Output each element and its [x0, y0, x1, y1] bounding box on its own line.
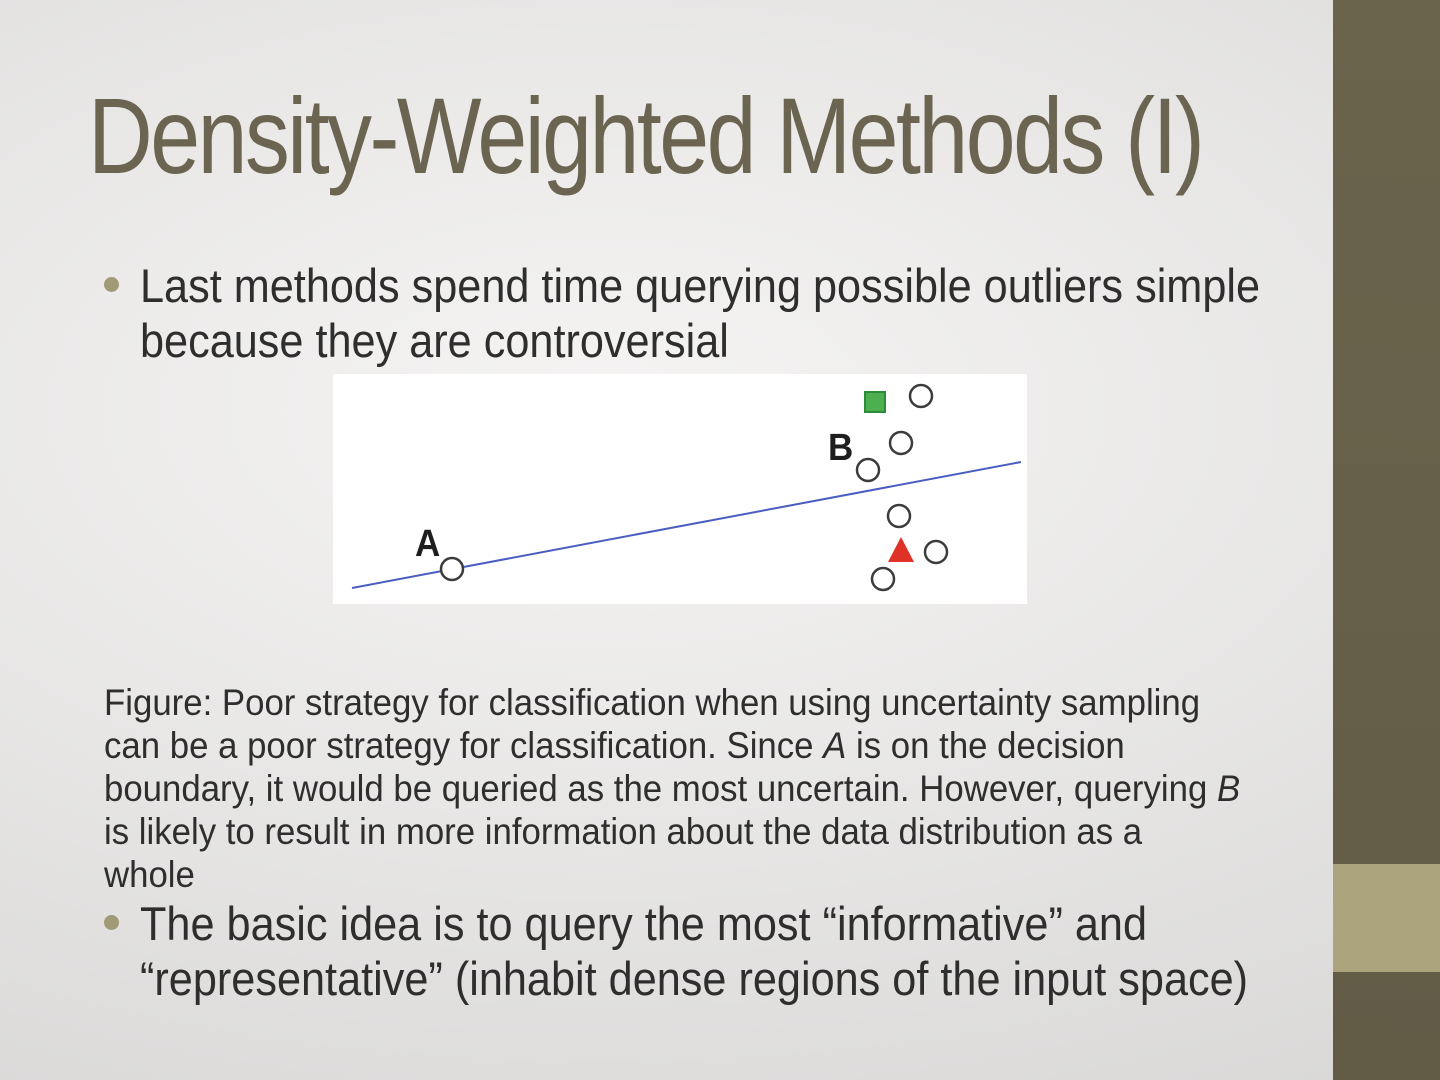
caption-segment: whole	[104, 854, 195, 895]
unlabeled-point	[888, 505, 910, 527]
unlabeled-point	[857, 459, 879, 481]
caption-segment: is on the decision	[846, 725, 1125, 766]
bullet-icon	[104, 915, 119, 930]
green-square-point	[865, 392, 885, 412]
bullet-item-2	[104, 896, 1344, 1006]
unlabeled-point	[890, 432, 912, 454]
caption-segment: can be a poor strategy for classification. Since	[104, 725, 824, 766]
bullet-line: Last methods spend time querying possible outliers simple	[140, 259, 1261, 312]
sidebar-decoration	[1333, 0, 1440, 1080]
caption-line	[104, 681, 1240, 724]
caption-line	[104, 724, 1240, 767]
unlabeled-point	[872, 568, 894, 590]
sidebar-accent-band	[1333, 864, 1440, 972]
bullet-line: because they are controversial	[140, 314, 729, 367]
unlabeled-point	[441, 558, 463, 580]
unlabeled-point	[925, 541, 947, 563]
bullet-text	[140, 258, 1357, 368]
unlabeled-point	[910, 385, 932, 407]
bullet-text	[140, 896, 1344, 1006]
bullet-icon	[104, 277, 119, 292]
caption-line	[104, 810, 1240, 853]
caption-line	[104, 767, 1240, 810]
red-triangle-point	[888, 537, 914, 562]
caption-segment: Figure: Poor strategy for classification when using uncertainty sampling	[104, 682, 1201, 723]
figure-svg	[333, 374, 1027, 604]
bullet-line: “representative” (inhabit dense regions of the input space)	[140, 952, 1249, 1005]
caption-segment: is likely to result in more information about the data distribution as a	[104, 811, 1143, 852]
slide-title: Density-Weighted Methods (I)	[88, 75, 1203, 196]
bullet-line: The basic idea is to query the most “informative” and	[140, 897, 1148, 950]
bullet-item-1	[104, 258, 1357, 368]
caption-line	[104, 853, 1240, 896]
caption-segment-italic: B	[1216, 768, 1241, 809]
figure-label-a: A	[415, 523, 441, 565]
figure	[333, 374, 1027, 604]
figure-caption	[104, 681, 1313, 896]
caption-segment-italic: A	[823, 725, 847, 766]
figure-label-b: B	[828, 427, 854, 469]
caption-segment: boundary, it would be queried as the most uncertain. However, querying	[104, 768, 1217, 809]
